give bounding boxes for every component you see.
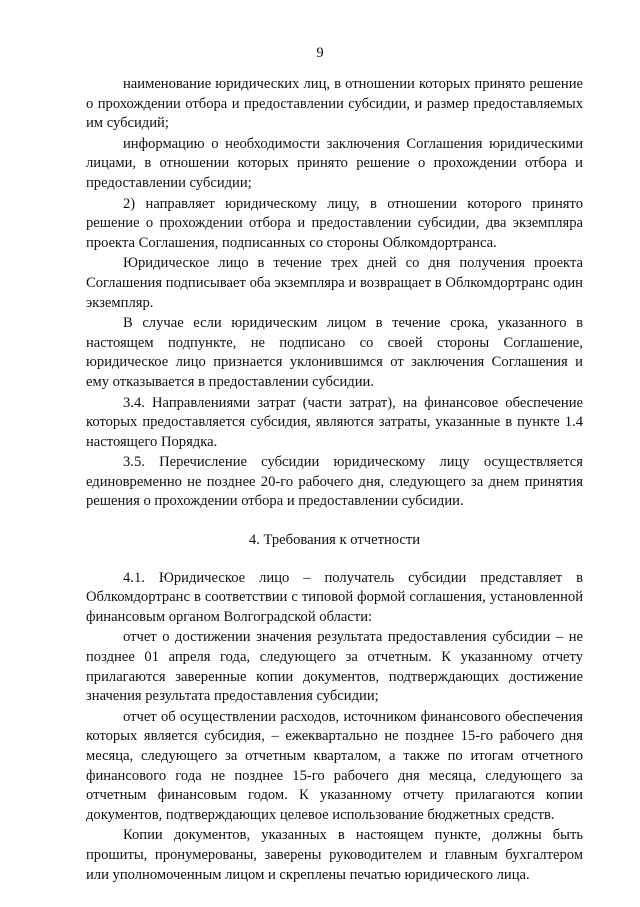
paragraph: 4.1. Юридическое лицо – получатель субсидии представляет в Облкомдортранс в соответствии с типовой формой соглашения, установленной финансовым органом Волгоградской области: [86, 569, 583, 625]
paragraph: наименование юридических лиц, в отношении которых принято решение о прохождении отбора и предоставлении субсидии, и размер предоставляемых им субсидий; [86, 76, 583, 132]
paragraph: 3.4. Направлениями затрат (части затрат), на финансовое обеспечение которых предоставляется субсидия, являются затраты, указанные в пункте 1.4 настоящего Порядка. [86, 394, 583, 450]
paragraph: отчет о достижении значения результата предоставления субсидии – не позднее 01 апреля года, следующего за отчетным. К указанному отчету прилагаются заверенные копии документов, подтверждающих достижение значения результата предоставления субсидии; [86, 629, 583, 705]
paragraph: 3.5. Перечисление субсидии юридическому лицу осуществляется единовременно не позднее 20-го рабочего дня, следующего за днем принятия решения о прохождении отбора и предоставлении субсидии. [86, 454, 583, 510]
paragraph: информацию о необходимости заключения Соглашения юридическими лицами, в отношении которых принято решение о прохождении отбора и предоставлении субсидии; [86, 135, 583, 191]
document-body [86, 75, 583, 885]
paragraph: 2) направляет юридическому лицу, в отношении которого принято решение о прохождении отбора и предоставлении субсидии, два экземпляра проекта Соглашения, подписанных со стороны Облкомдортранса. [86, 195, 583, 251]
section-heading: 4. Требования к отчетности [248, 532, 421, 549]
paragraph: Копии документов, указанных в настоящем пункте, должны быть прошиты, пронумерованы, заверены руководителем и главным бухгалтером или уполномоченным лицом и скреплены печатью юридического лица. [86, 827, 583, 883]
paragraph: отчет об осуществлении расходов, источником финансового обеспечения которых является субсидия, – ежеквартально не позднее 15-го рабочего дня месяца, следующего за отчетным кварталом, а также по итогам отчетного финансового года не позднее 15-го рабочего дня месяца, следующего за отчетным финансовым годом. К указанному отчету прилагаются копии документов, подтверждающих целевое использование бюджетных средств. [86, 708, 583, 823]
paragraph: В случае если юридическим лицом в течение срока, указанного в настоящем подпункте, не подписано со своей стороны Соглашение, юридическое лицо признается уклонившимся от заключения Соглашения и ему отказывается в предоставлении субсидии. [86, 315, 583, 390]
page-number: 9 [316, 45, 324, 61]
paragraph: Юридическое лицо в течение трех дней со дня получения проекта Соглашения подписывает оба экземпляра и возвращает в Облкомдортранс один экземпляр. [86, 255, 583, 311]
